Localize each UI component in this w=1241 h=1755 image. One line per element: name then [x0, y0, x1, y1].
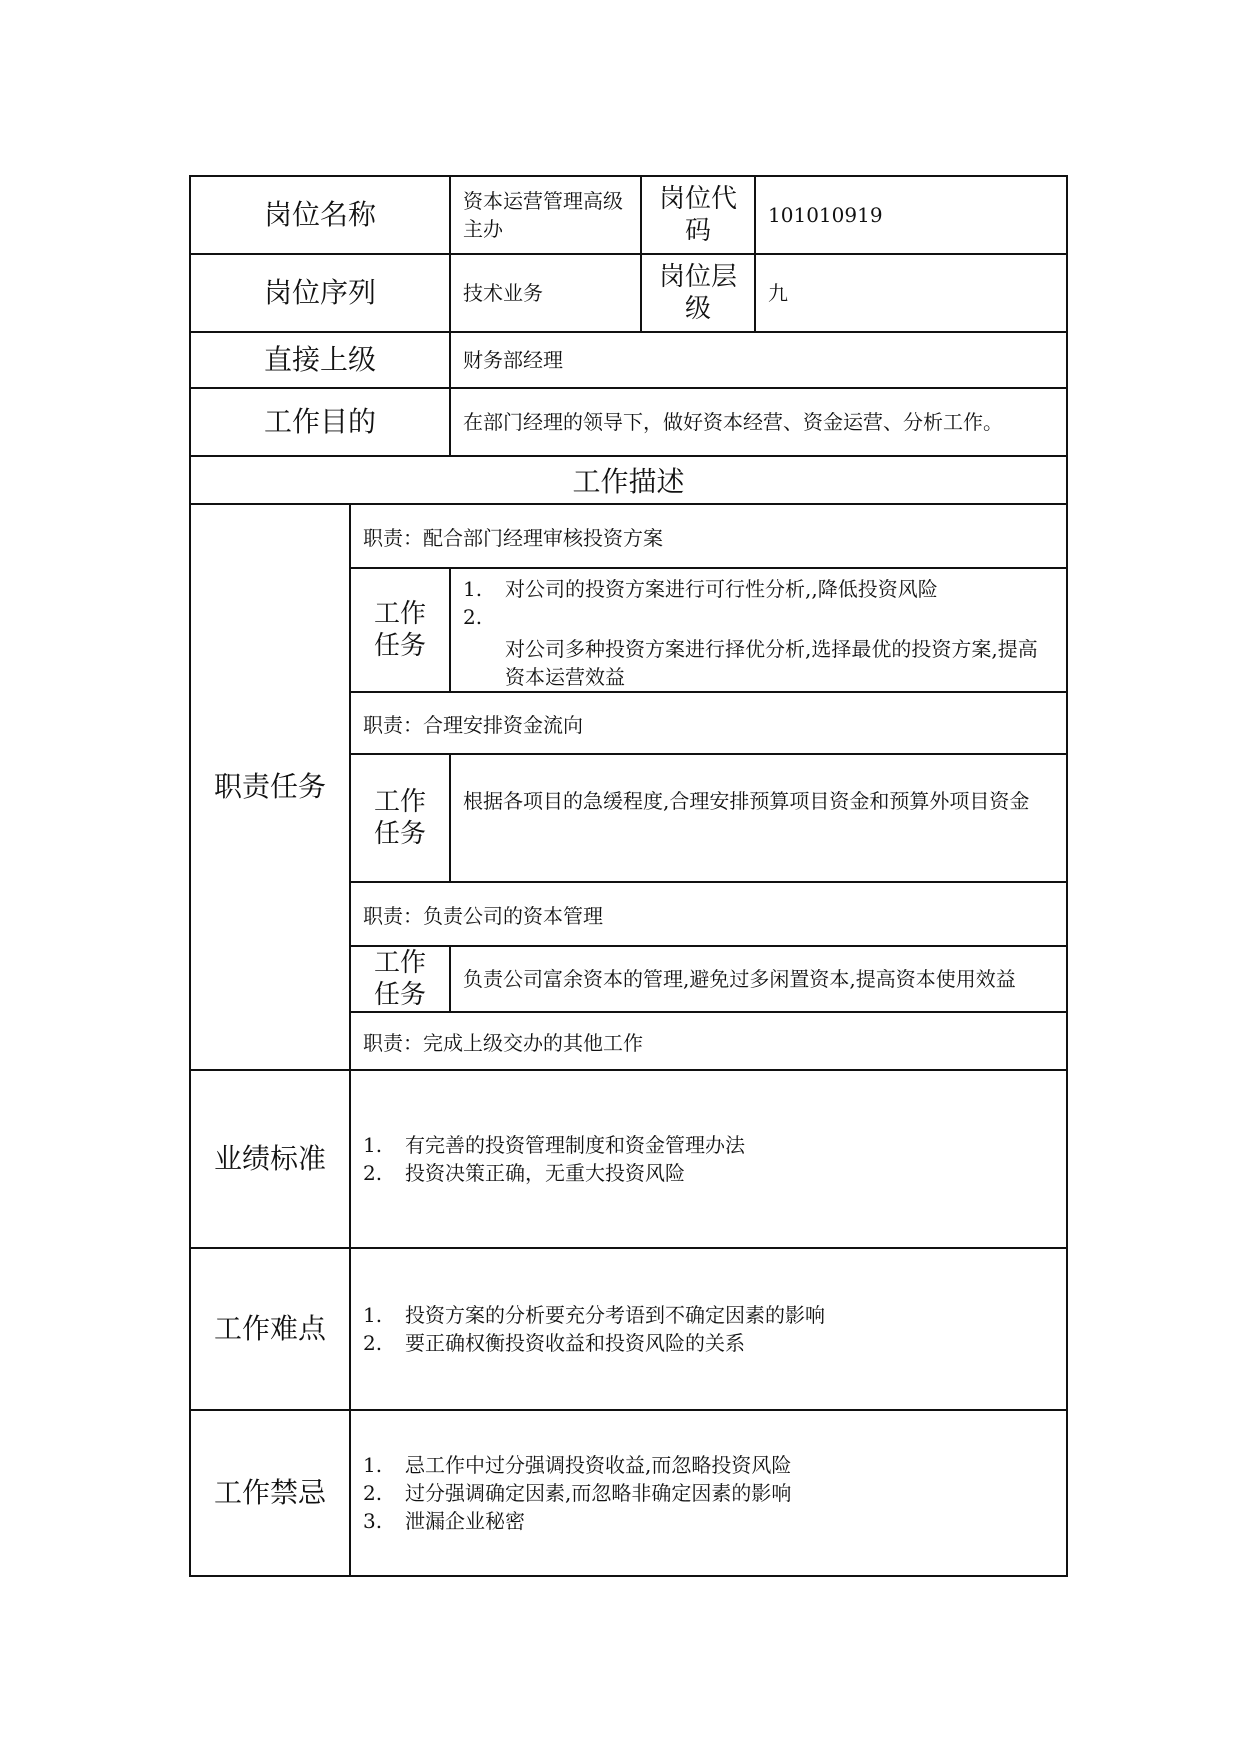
duties-section-label: 职责任务	[190, 504, 350, 1070]
difficulties-list	[351, 1301, 1066, 1357]
taboos-list	[351, 1451, 1066, 1535]
taboos-label: 工作禁忌	[190, 1410, 350, 1576]
performance-list	[351, 1131, 1066, 1187]
task-label: 工作任务	[350, 754, 450, 882]
duty-text: 职责：完成上级交办的其他工作	[350, 1012, 1067, 1070]
job-description-table	[189, 175, 1068, 1577]
position-code-label: 岗位代码	[641, 176, 755, 254]
position-level-label: 岗位层级	[641, 254, 755, 332]
position-level-value: 九	[755, 254, 1067, 332]
duty-text: 职责：配合部门经理审核投资方案	[350, 504, 1067, 568]
description-title: 工作描述	[190, 456, 1067, 504]
list-item: 对公司多种投资方案进行择优分析,选择最优的投资方案,提高资本运营效益	[505, 637, 1038, 689]
purpose-label: 工作目的	[190, 388, 450, 456]
duty-row	[190, 504, 1067, 568]
supervisor-label: 直接上级	[190, 332, 450, 388]
position-name-value: 资本运营管理高级主办	[450, 176, 641, 254]
list-item: 2. 过分强调确定因素,而忽略非确定因素的影响	[363, 1481, 792, 1505]
row-difficulties	[190, 1248, 1067, 1410]
duty-text: 职责：合理安排资金流向	[350, 692, 1067, 754]
row-taboos	[190, 1410, 1067, 1576]
task-list	[451, 575, 1066, 691]
difficulties-content	[350, 1248, 1067, 1410]
position-series-value: 技术业务	[450, 254, 641, 332]
list-item: 2. 投资决策正确，无重大投资风险	[363, 1161, 685, 1185]
performance-content	[350, 1070, 1067, 1248]
row-performance	[190, 1070, 1067, 1248]
position-code-value: 101010919	[755, 176, 1067, 254]
row-position-series	[190, 254, 1067, 332]
position-series-label: 岗位序列	[190, 254, 450, 332]
difficulties-label: 工作难点	[190, 1248, 350, 1410]
performance-label: 业绩标准	[190, 1070, 350, 1248]
list-item: 1. 对公司的投资方案进行可行性分析,,降低投资风险	[463, 577, 938, 601]
task-content	[450, 568, 1067, 692]
task-label: 工作任务	[350, 946, 450, 1012]
list-item: 2.	[463, 605, 483, 629]
purpose-value: 在部门经理的领导下，做好资本经营、资金运营、分析工作。	[450, 388, 1067, 456]
duty-text: 职责：负责公司的资本管理	[350, 882, 1067, 946]
row-description-title	[190, 456, 1067, 504]
supervisor-value: 财务部经理	[450, 332, 1067, 388]
list-item: 1. 忌工作中过分强调投资收益,而忽略投资风险	[363, 1453, 792, 1477]
list-item: 1. 投资方案的分析要充分考语到不确定因素的影响	[363, 1303, 825, 1327]
list-item: 3. 泄漏企业秘密	[363, 1509, 525, 1533]
position-name-label: 岗位名称	[190, 176, 450, 254]
task-label: 工作任务	[350, 568, 450, 692]
task-text: 根据各项目的急缓程度,合理安排预算项目资金和预算外项目资金	[450, 754, 1067, 882]
row-supervisor	[190, 332, 1067, 388]
taboos-content	[350, 1410, 1067, 1576]
list-item: 1. 有完善的投资管理制度和资金管理办法	[363, 1133, 745, 1157]
row-purpose	[190, 388, 1067, 456]
task-text: 负责公司富余资本的管理,避免过多闲置资本,提高资本使用效益	[450, 946, 1067, 1012]
list-item: 2. 要正确权衡投资收益和投资风险的关系	[363, 1331, 745, 1355]
row-position-name	[190, 176, 1067, 254]
